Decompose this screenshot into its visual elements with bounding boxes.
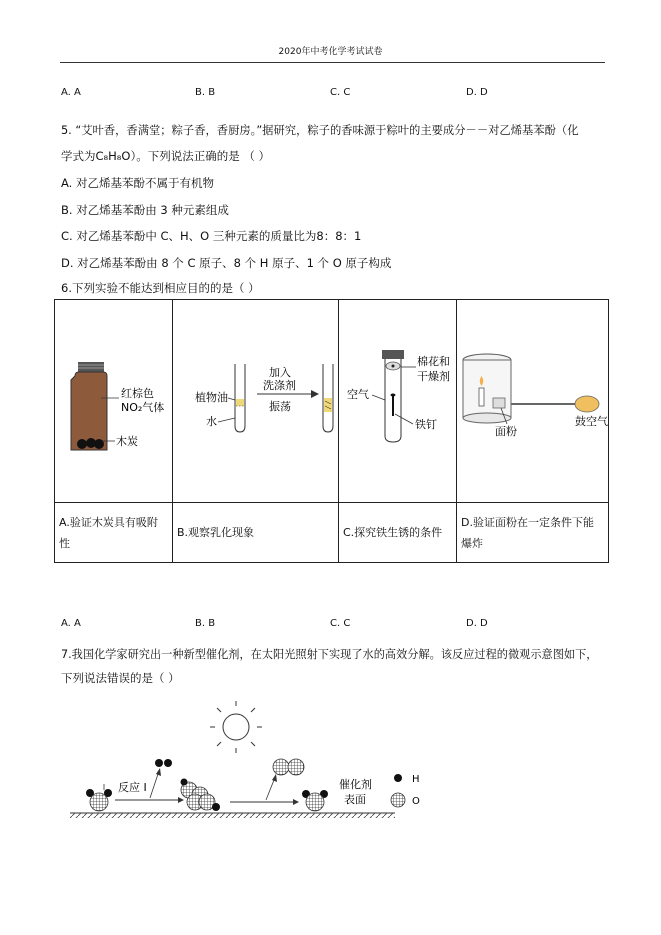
q5-stem-line1: 5. “艾叶香，香满堂；粽子香，香厨房。”据研究，粽子的香味源于粽叶的主要成分－－对乙烯基苯酚（化	[61, 124, 579, 137]
add-label: 加入	[269, 366, 291, 379]
tube-stopper	[382, 350, 404, 359]
blow-label: 鼓空气	[575, 415, 608, 428]
q6-experiment-table	[54, 299, 609, 563]
q4-option-a: A. A	[61, 87, 81, 98]
flour-cup	[493, 398, 505, 408]
fig-b-emulsion-tubes	[173, 300, 339, 498]
hydrogen-molecule	[155, 759, 172, 767]
caption-a: A.验证木炭具有吸附性	[55, 503, 173, 563]
catalyst-label-2: 表面	[344, 793, 366, 806]
q6-option-a: A. A	[61, 618, 81, 629]
q4-option-b: B. B	[195, 87, 216, 98]
reaction-label: 反应 I	[118, 781, 147, 794]
fig-d-cell	[457, 300, 609, 503]
q7-stem-line1: 7.我国化学家研究出一种新型催化剂，在太阳光照射下实现了水的高效分解。该反应过程的微观示意图如下，	[61, 648, 598, 661]
q7-reaction-diagram	[60, 690, 440, 830]
oil-label: 植物油	[195, 391, 228, 404]
cotton-label: 棉花和	[417, 355, 450, 368]
q5-option-b: B. 对乙烯基苯酚由 3 种元素组成	[61, 203, 229, 217]
gas-label-1: 红棕色	[121, 387, 154, 400]
flour-label: 面粉	[495, 425, 517, 438]
rubber-bulb	[575, 396, 599, 412]
q6-stem: 6.下列实验不能达到相应目的的是（ ）	[61, 281, 260, 295]
q6-option-c: C. C	[330, 618, 351, 629]
q4-option-d: D. D	[466, 87, 488, 98]
page-header: 2020年中考化学考试试卷	[278, 47, 383, 57]
q6-option-b: B. B	[195, 618, 216, 629]
tube-left	[235, 364, 245, 432]
legend-o-icon	[391, 793, 405, 807]
candle	[479, 388, 484, 406]
emulsion-layer	[324, 398, 332, 412]
detergent-label: 洗涤剂	[263, 379, 296, 392]
q5-option-c: C. 对乙烯基苯酚中 C、H、O 三种元素的质量比为8：8：1	[61, 229, 362, 243]
q4-option-c: C. C	[330, 87, 351, 98]
q5-option-a: A. 对乙烯基苯酚不属于有机物	[61, 176, 214, 190]
legend-o-label: O	[412, 796, 420, 807]
charcoal-piece	[77, 439, 87, 449]
legend	[391, 774, 420, 807]
q5-stem-line2: 学式为C₈H₈O）。下列说法正确的是 （ ）	[61, 149, 271, 163]
q7-stem-line2: 下列说法错误的是（ ）	[61, 671, 180, 685]
legend-h-label: H	[412, 774, 420, 785]
sun-icon	[210, 701, 262, 753]
catalyst-label-1: 催化剂	[339, 778, 372, 791]
caption-d: D.验证面粉在一定条件下能爆炸	[457, 503, 609, 563]
water-molecule-end	[302, 790, 328, 811]
fig-a-cell	[55, 300, 173, 503]
desiccant-label: 干燥剂	[417, 370, 450, 383]
fig-a-charcoal-bottle	[55, 300, 173, 498]
caption-b: B.观察乳化现象	[173, 503, 339, 563]
nail-label: 铁钉	[415, 418, 437, 431]
shake-label: 振荡	[269, 400, 291, 413]
water-molecule	[86, 789, 112, 811]
q5-option-d: D. 对乙烯基苯酚由 8 个 C 原子、8 个 H 原子、1 个 O 原子构成	[61, 256, 392, 270]
metal-can	[463, 360, 511, 418]
bottle-cap	[78, 362, 104, 372]
caption-c: C.探究铁生锈的条件	[339, 503, 457, 563]
water-label: 水	[206, 415, 217, 428]
fig-d-dust-explosion	[457, 300, 609, 498]
legend-h-icon	[394, 774, 402, 782]
gas-label-2: NO₂气体	[121, 401, 165, 414]
oil-layer	[236, 399, 244, 406]
fig-c-rust-tube	[339, 300, 457, 498]
bottle-body	[71, 372, 107, 450]
fig-c-cell	[339, 300, 457, 503]
air-label: 空气	[347, 388, 369, 401]
q6-option-d: D. D	[466, 618, 488, 629]
oxygen-molecule	[273, 759, 304, 775]
intermediate-molecules	[181, 779, 221, 812]
charcoal-label: 木炭	[116, 435, 138, 448]
charcoal-piece	[94, 439, 104, 449]
header-rule	[60, 62, 605, 63]
fig-b-cell	[173, 300, 339, 503]
